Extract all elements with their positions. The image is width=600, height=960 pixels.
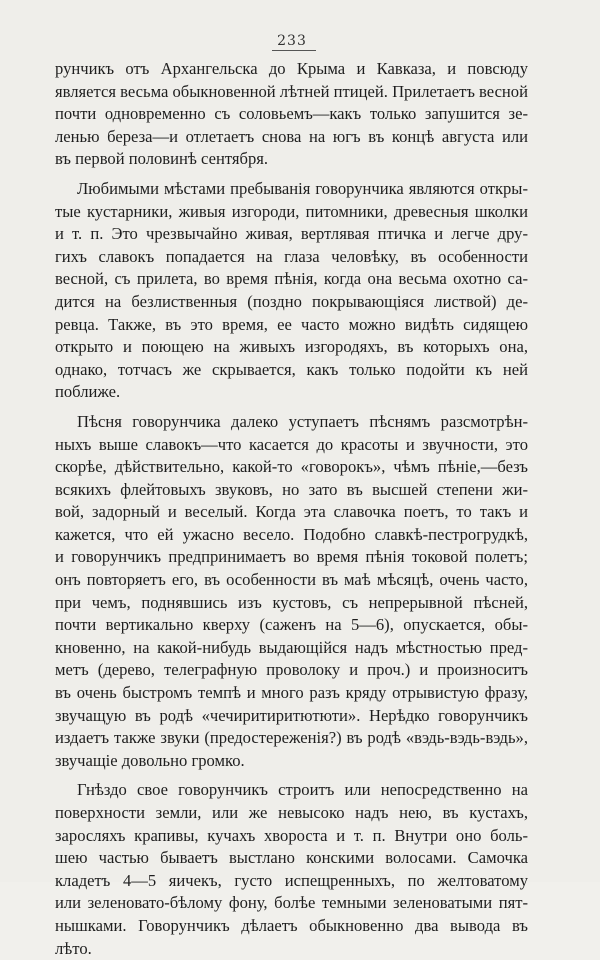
- text-line: весной, съ прилета, во время пѣнія, когда она весьма охотно са-: [55, 269, 528, 289]
- text-line: заросляхъ крапивы, кучахъ хвороста и т. п. Внутри оно боль-: [55, 825, 528, 845]
- page-number: 233: [277, 33, 307, 49]
- text-line: и говорунчикъ предпринимаетъ во время пѣнія токовой полетъ;: [55, 547, 528, 567]
- text-line: Любимыми мѣстами пребыванія говорунчика являются откры-: [77, 178, 528, 198]
- text-line: рунчикъ отъ Архангельска до Крыма и Кавказа, и повсюду: [55, 59, 528, 78]
- text-line: или зеленовато-бѣлому фону, болѣе темными зеленоватыми пят-: [55, 893, 528, 913]
- text-line: въ первой половинѣ сентября.: [55, 149, 269, 169]
- text-line: Пѣсня говорунчика далеко уступаетъ пѣснямъ разсмотрѣн-: [77, 411, 528, 431]
- text-line: кажется, что ей ужасно весело. Подобно славкѣ-пестрогрудкѣ,: [55, 524, 528, 544]
- text-line: кновенно, на какой-нибудь выдающійся надъ мѣстностью пред-: [55, 637, 528, 657]
- text-line: однако, тотчасъ же скрывается, какъ только подойти къ ней: [55, 359, 528, 379]
- text-line: скорѣе, дѣйствительно, какой-то «говорокъ», чѣмъ пѣніе,—безъ: [55, 457, 528, 477]
- text-line: поверхности земли, или же невысоко надъ нею, въ кустахъ,: [55, 803, 528, 822]
- paragraph-gap: [55, 772, 528, 779]
- paragraph-gap: [55, 171, 528, 178]
- text-line: вой, задорный и веселый. Когда эта славочка поетъ, то такъ и: [55, 502, 528, 522]
- paragraph: [55, 411, 528, 773]
- text-line: нышками. Говорунчикъ дѣлаетъ обыкновенно два вывода въ: [55, 915, 528, 935]
- text-line: звучащую въ родѣ «чечиритиритютюти». Нерѣдко говорунчикъ: [55, 705, 528, 725]
- paragraph: [55, 779, 528, 960]
- text-line: при чемъ, поднявшись изъ кустовъ, съ непрерывной пѣсней,: [55, 592, 528, 612]
- text-line: гихъ славокъ попадается на глаза человѣку, въ особенности: [55, 246, 528, 266]
- paragraph: [55, 178, 528, 404]
- paragraph: [55, 58, 528, 171]
- text-line: дится на безлиственныя (поздно покрывающіяся листвой) де-: [55, 291, 528, 311]
- text-line: издаетъ также звуки (предостереженія?) въ родѣ «вэдь-вэдь-вэдь»,: [55, 728, 528, 748]
- text-line: онъ повторяетъ его, въ особенности въ маѣ мѣсяцѣ, очень часто,: [55, 570, 528, 590]
- text-line: ленью береза—и отлетаетъ снова на югъ въ концѣ августа или: [55, 126, 528, 146]
- text-line: ныхъ выше славокъ—что касается до красоты и звучности, это: [55, 434, 528, 454]
- text-line: всякихъ флейтовыхъ звуковъ, но зато въ высшей степени жи-: [55, 479, 528, 499]
- text-line: шею частью бываетъ выстлано конскими волосами. Самочка: [55, 848, 528, 868]
- text-line: Гнѣздо свое говорунчикъ строитъ или непосредственно на: [77, 780, 528, 800]
- text-line: кладетъ 4—5 яичекъ, густо испещренныхъ, по желтоватому: [55, 870, 528, 890]
- text-line: почти вертикально кверху (саженъ на 5—6), опускается, обы-: [55, 615, 528, 635]
- page-number-rule: [272, 50, 316, 51]
- text-line: звучащіе довольно громко.: [55, 750, 245, 770]
- text-line: лѣто.: [55, 938, 92, 958]
- paragraph-gap: [55, 404, 528, 411]
- text-line: является весьма обыкновенной лѣтней птицей. Прилетаетъ весной: [55, 81, 528, 101]
- text-line: поближе.: [55, 382, 121, 402]
- text-line: въ очень быстромъ темпѣ и много разъ кряду отрывистую фразу,: [55, 683, 528, 703]
- text-line: ревца. Также, въ это время, ее часто можно видѣть сидящею: [55, 314, 528, 334]
- body-text: [55, 58, 528, 960]
- text-line: метъ (дерево, телеграфную проволоку и проч.) и произноситъ: [55, 660, 528, 680]
- text-line: почти одновременно съ соловьемъ—какъ только запушится зе-: [55, 104, 528, 124]
- text-line: открыто и поющею на живыхъ изгородяхъ, въ которыхъ она,: [55, 337, 528, 357]
- text-line: и т. п. Это чрезвычайно живая, вертлявая птичка и легче дру-: [55, 224, 528, 244]
- text-line: тые кустарники, живыя изгороди, питомники, древесныя школки: [55, 201, 528, 221]
